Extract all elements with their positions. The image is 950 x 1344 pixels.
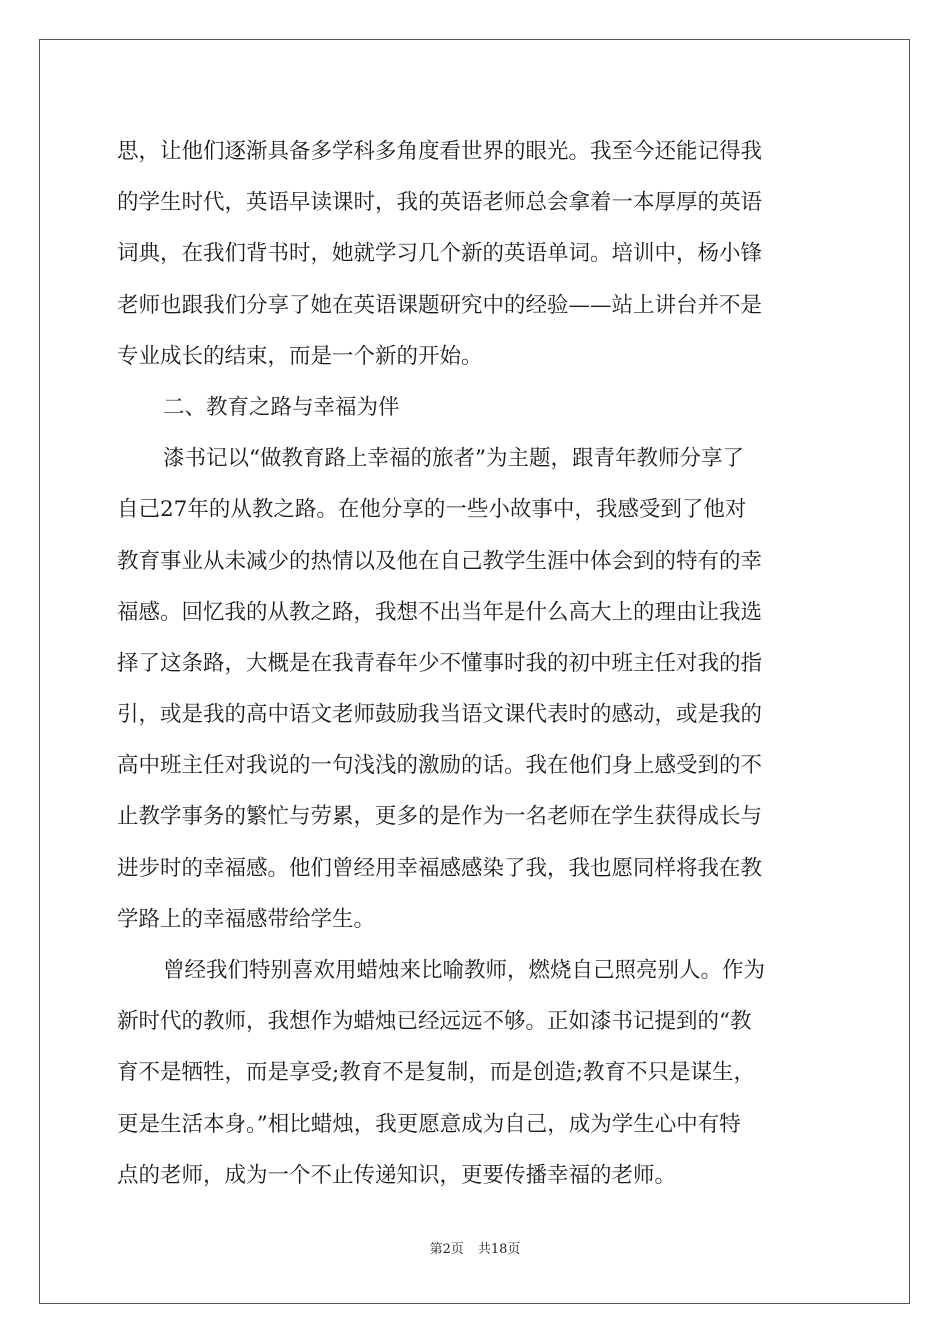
text-line: 高中班主任对我说的一句浅浅的激励的话。我在他们身上感受到的不 — [117, 753, 763, 779]
text-line: 思，让他们逐渐具备多学科多角度看世界的眼光。我至今还能记得我 — [117, 139, 763, 164]
page-number: 第2页 — [429, 1242, 464, 1257]
text-line: 福感。回忆我的从教之路，我想不出当年是什么高大上的理由让我选 — [117, 599, 763, 625]
text-line: 老师也跟我们分享了她在英语课题研究中的经验——站上讲台并不是 — [117, 292, 763, 318]
text-line: 育不是牺牲，而是享受;教育不是复制，而是创造;教育不只是谋生， — [117, 1060, 755, 1086]
text-line: 引，或是我的高中语文老师鼓励我当语文课代表时的感动，或是我的 — [117, 702, 763, 728]
text-line: 教育事业从未减少的热情以及他在自己教学生涯中体会到的特有的幸 — [117, 548, 763, 574]
text-line: 二、教育之路与幸福为伴 — [163, 394, 400, 420]
text-line: 曾经我们特别喜欢用蜡烛来比喻教师，燃烧自己照亮别人。作为 — [163, 958, 766, 983]
text-line: 学路上的幸福感带给学生。 — [117, 906, 376, 932]
text-line: 择了这条路，大概是在我青春年少不懂事时我的初中班主任对我的指 — [117, 650, 763, 676]
document-body — [117, 126, 833, 1201]
page-total: 共18页 — [477, 1242, 521, 1257]
text-line: 漆书记以“做教育路上幸福的旅者”为主题，跟青年教师分享了 — [163, 446, 744, 472]
text-line: 自己27年的从教之路。在他分享的一些小故事中，我感受到了他对 — [117, 497, 747, 523]
text-line: 新时代的教师，我想作为蜡烛已经远远不够。正如漆书记提到的“教 — [117, 1009, 752, 1035]
text-line: 止教学事务的繁忙与劳累，更多的是作为一名老师在学生获得成长与 — [117, 804, 763, 830]
text-line: 的学生时代，英语早读课时，我的英语老师总会拿着一本厚厚的英语 — [117, 190, 763, 216]
page-footer — [0, 1238, 950, 1257]
text-line: 更是生活本身。”相比蜡烛，我更愿意成为自己，成为学生心中有特 — [117, 1111, 741, 1137]
text-line: 词典，在我们背书时，她就学习几个新的英语单词。培训中，杨小锋 — [117, 241, 763, 267]
text-line: 进步时的幸福感。他们曾经用幸福感感染了我，我也愿同样将我在教 — [117, 855, 763, 881]
text-line: 点的老师，成为一个不止传递知识，更要传播幸福的老师。 — [117, 1162, 677, 1188]
text-line: 专业成长的结束，而是一个新的开始。 — [117, 343, 483, 369]
